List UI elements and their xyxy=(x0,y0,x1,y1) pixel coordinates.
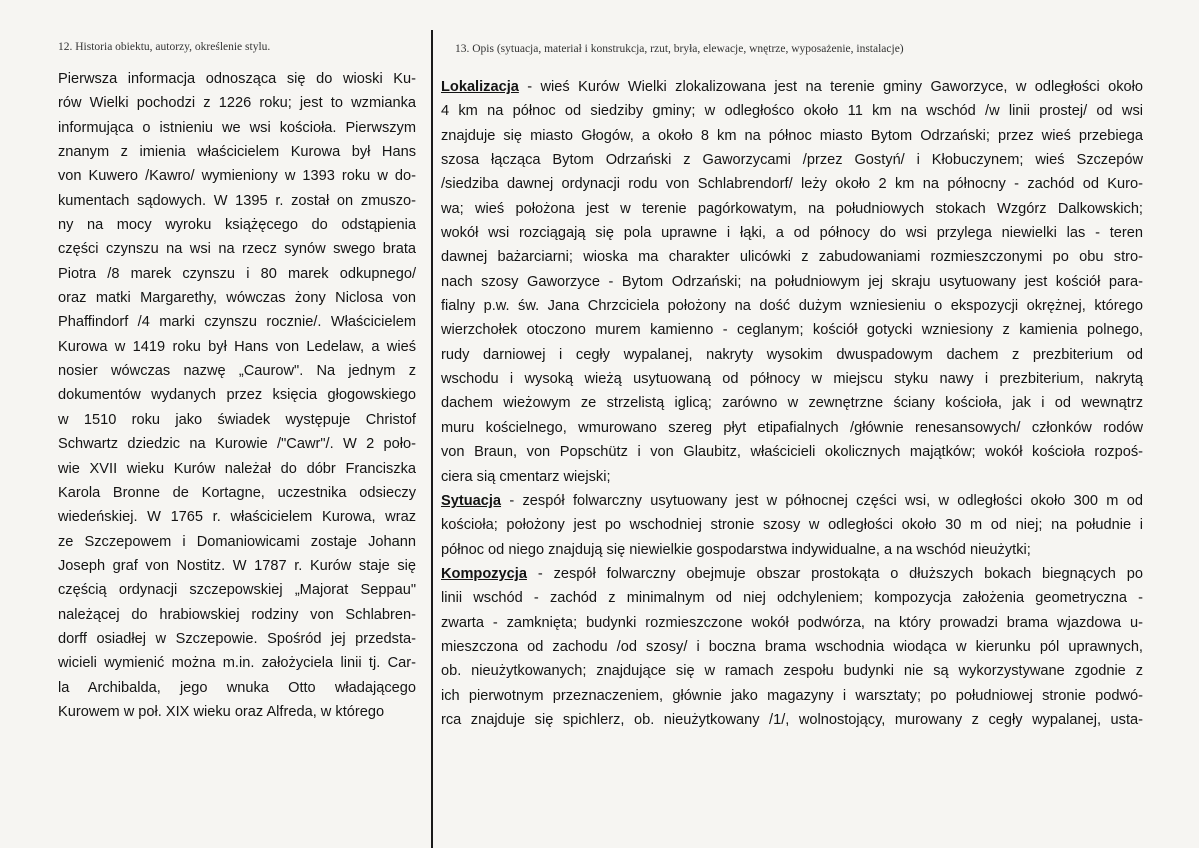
text-line: wie XVII wieku Kurów należał do dóbr Franciszka xyxy=(58,460,416,477)
text-line: Piotra /8 marek czynszu i 80 marek odkupnego/ xyxy=(58,265,416,282)
text-line: dawnej bażarciarni; wioska ma charakter ulicówki z zabudowaniami rozmieszczonymi po obu stro- xyxy=(441,249,1143,266)
text-line: Kurowa w 1419 roku był Hans von Ledelaw, a wieś xyxy=(58,338,416,355)
text-line: rca znajduje się spichlerz, ob. nieużytkowany /1/, wolnostojący, murowany z cegły wypalanej, usta- xyxy=(441,711,1143,728)
text-line: wierzchołek otoczono murem kamienno - ceglanym; kościół gotycki wzniesiony z kamienia polnego, xyxy=(441,322,1143,339)
text-line: Kurowem w poł. XIX wieku oraz Alfreda, w którego xyxy=(58,703,385,720)
text-line: Karola Bronne de Kortagne, uczestnika odsieczy xyxy=(58,484,416,501)
text-line: 4 km na północ od siedziby gminy; w odległośco około 11 km na wschód /w linii prostej/ od wsi xyxy=(441,103,1143,120)
text-line: ciera sią cmentarz wiejski; xyxy=(441,468,611,485)
kompozycja-paragraph xyxy=(441,586,1143,732)
text-line: Pierwsza informacja odnosząca się do wioski Ku- xyxy=(58,71,416,87)
kompozycja-label: Kompozycja xyxy=(441,565,527,582)
text-line: dokumentów wydanych przez księcia głogowskiego xyxy=(58,387,416,404)
text-line: fialny p.w. św. Jana Chrzciciela położony na dość dużym wzniesieniu o ekspozycji okrężnej, którego xyxy=(441,298,1143,315)
text-line: kościoła; położony jest po wschodniej stronie szosy w odległości około 30 m od niej; na południe i xyxy=(441,517,1143,534)
text-line: Schwartz dziedzic na Kurowie /"Cawr"/. W 2 poło- xyxy=(58,436,416,453)
column-divider xyxy=(431,30,433,848)
sytuacja-first-line: Sytuacja - zespół folwarczny usytuowany jest w północnej części wsi, w odległości około 300 m od xyxy=(441,492,1143,509)
text-line: szosa łącząca Bytom Odrzański z Gaworzycami /przez Gostyń/ i Kłobuczynem; wieś Szczepów xyxy=(441,152,1143,169)
section-13-heading: 13. Opis (sytuacja, materiał i konstrukcja, rzut, bryła, elewacje, wnętrze, wyposażenie, instalacje) xyxy=(455,43,904,55)
text-line: Phaffindorf /4 marki czynszu rocznie/. Właścicielem xyxy=(58,314,416,331)
text-line: muru kościelnego, wmurowano szereg płyt etipafialnych /głównie renesansowych/ członków rodów xyxy=(441,419,1143,436)
text-line: la Archibalda, jego wnuka Otto władającego xyxy=(58,679,416,696)
text-line: ze Szczepowem i Domaniowicami zostaje Johann xyxy=(58,533,416,550)
text-line: rów Wielki pochodzi z 1226 roku; jest to wzmianka xyxy=(58,95,416,112)
lokalizacja-first-line: Lokalizacja - wieś Kurów Wielki zlokalizowana jest na terenie gminy Gaworzyce, w odległości około xyxy=(441,79,1143,95)
text-line: ob. nieużytkowanych; znajdujące się w ramach zespołu budynki nie są wykorzystywane zgodnie z xyxy=(441,663,1143,680)
text-line: von Braun, von Popschütz i von Glaubitz, właścicieli okolicznych majątków; wokół kościoła rozpoś- xyxy=(441,444,1143,461)
text-line: wicieli wymienić można m.in. założyciela linii tj. Car- xyxy=(58,655,416,672)
text-line: /siedziba dawnej ordynacji rodu von Schlabrendorf/ leży około 2 km na północny - zachód od Kuro- xyxy=(441,176,1143,193)
description-text xyxy=(441,75,1143,732)
text-line: nosier wówczas nazwę „Caurow". Na jednym z xyxy=(58,363,416,380)
text-line: wiedeńskiej. W 1765 r. właścicielem Kurowa, wraz xyxy=(58,509,416,526)
history-text xyxy=(58,67,416,724)
text-line: nach szosy Gaworzyce - Bytom Odrzański; na południowym jej skraju usytuowany jest kościół para- xyxy=(441,273,1143,290)
text-line: północ od niego znajdują się niewielkie gospodarstwa indywidualne, a na wschód nieużytki; xyxy=(441,541,1031,558)
section-12-heading: 12. Historia obiektu, autorzy, określenie stylu. xyxy=(58,41,271,53)
text-line: wokół wsi rozciągają się pola uprawne i łąki, a od północy do wsi przylega niewielki las - teren xyxy=(441,225,1143,242)
text-line: zwarta - zamknięta; budynki rozmieszczone wokół podwórza, na który prowadzi brama wjazdowa u- xyxy=(441,614,1143,631)
text-line: ny na mocy wyroku książęcego do odstąpienia xyxy=(58,217,416,234)
text-line: należącej do hrabiowskiej rodziny von Schlabren- xyxy=(58,606,416,623)
text-line: w 1510 roku jako świadek występuje Christof xyxy=(58,411,416,428)
text-line: linii wschód - zachód z minimalnym od niej odchyleniem; kompozycja założenia geometryczna - xyxy=(441,590,1143,607)
text-line: znanym z imienia właścicielem Kurowa był Hans xyxy=(58,144,416,161)
text-line: kumentach sądowych. W 1395 r. został on zmuszo- xyxy=(58,192,416,209)
text-line: częścią ordynacji szczepowskiej „Majorat Seppau" xyxy=(58,582,416,599)
text-line: wa; wieś położona jest w terenie pagórkowatym, na południowych stokach Wzgórz Dalkowskich; xyxy=(441,200,1143,217)
text-line: Joseph graf von Nostitz. W 1787 r. Kurów staje się xyxy=(58,557,416,574)
text-line: rudy darniowej i cegły wypalanej, nakryty wysokim dwuspadowym dachem z prezbiterium od xyxy=(441,346,1143,363)
text-line: oraz matki Margarethy, wówczas żony Niclosa von xyxy=(58,290,416,307)
text-line: informująca o istnieniu we wsi kościoła. Pierwszym xyxy=(58,119,416,136)
text-line: części czynszu na wsi na rzecz synów swego brata xyxy=(58,241,416,258)
text-line: znajduje się miasto Głogów, a około 8 km na północ miasto Bytom Odrzański; przez wieś przebiega xyxy=(441,127,1143,144)
text-line: dachem wieżowym ze strzelistą iglicą; zarówno w zewnętrzne ściany kościoła, jak i od wewnątrz xyxy=(441,395,1143,412)
kompozycja-first-line: Kompozycja - zespół folwarczny obejmuje obszar prostokąta o dłuższych bokach biegnących po xyxy=(441,565,1143,582)
text-line: wschodu i wysoką wieżą usytuowaną od północy w miejscu styku nawy i prezbiterium, nakrytą xyxy=(441,371,1143,388)
sytuacja-paragraph xyxy=(441,513,1143,562)
sytuacja-label: Sytuacja xyxy=(441,492,502,509)
lokalizacja-paragraph xyxy=(441,99,1143,489)
lokalizacja-label: Lokalizacja xyxy=(441,79,519,95)
text-line: mieszczona od zachodu /od szosy/ i boczna brama wschodnia wiodąca w kierunku pól uprawnych, xyxy=(441,638,1143,655)
text-line: ich pierwotnym przeznaczeniem, głównie jako magazyny i warsztaty; po południowej stronie podwó- xyxy=(441,687,1143,704)
text-line: dorff osiadłej w Szczepowie. Spośród jej przedsta- xyxy=(58,630,416,647)
text-line: von Kuwero /Kawro/ wymieniony w 1393 roku w do- xyxy=(58,168,416,185)
